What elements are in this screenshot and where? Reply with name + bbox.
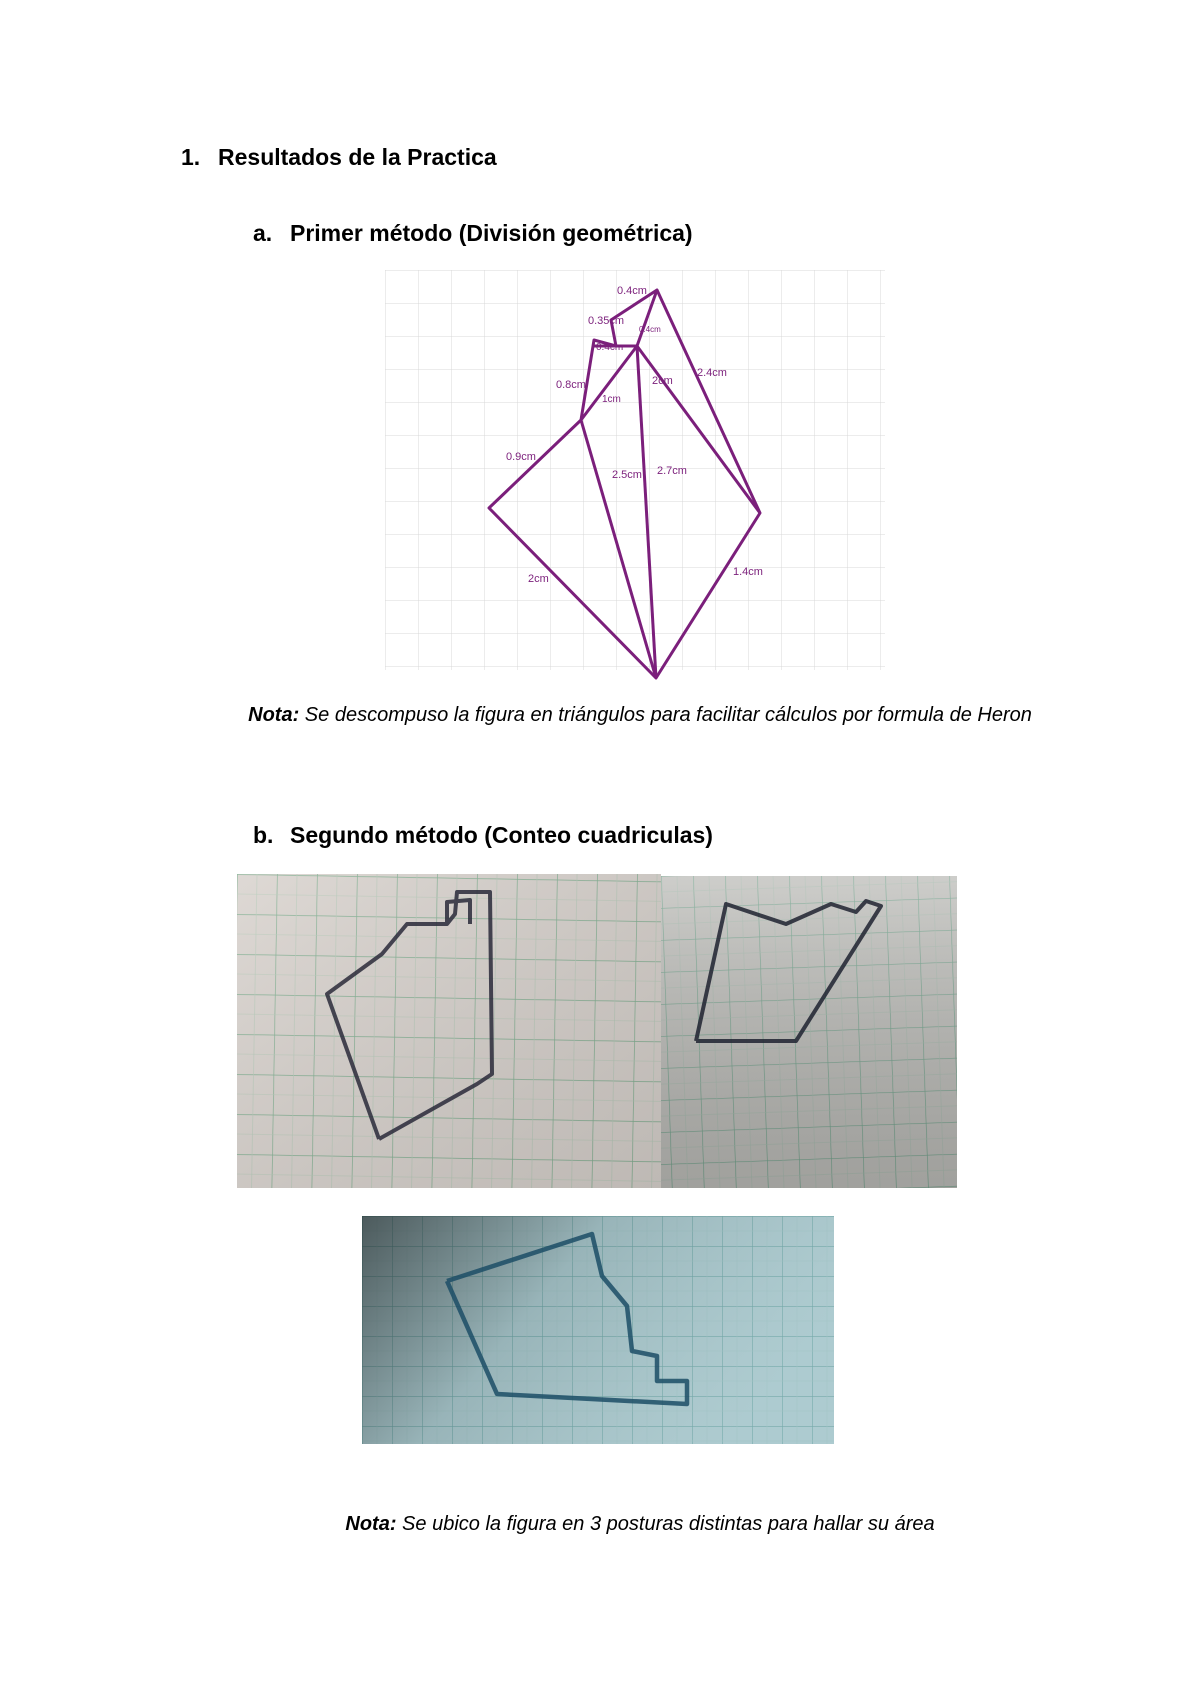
measure-label: 0.4cm	[617, 285, 647, 297]
note-text: Se ubico la figura en 3 posturas distintas para hallar su área	[396, 1513, 935, 1535]
measure-label: 1cm	[602, 394, 621, 405]
method-b-note	[200, 1512, 1080, 1537]
grid-photo-1-image	[237, 874, 661, 1188]
method-a-note	[200, 703, 1080, 728]
grid-photo-2	[661, 876, 957, 1188]
method-b-letter: b.	[253, 822, 274, 848]
geometric-division-diagram	[385, 270, 885, 680]
measure-label: 0.9cm	[506, 451, 536, 463]
method-b-title: Segundo método (Conteo cuadriculas)	[290, 822, 713, 848]
measure-label: 0.8cm	[556, 379, 586, 391]
section-title: Resultados de la Practica	[218, 144, 497, 170]
method-a-title: Primer método (División geométrica)	[290, 220, 693, 246]
note-text: Se descompuso la figura en triángulos para facilitar cálculos por formula de Heron	[299, 704, 1032, 726]
method-b-heading	[253, 822, 713, 849]
grid-photo-2-image	[661, 876, 957, 1188]
note-label: Nota:	[248, 704, 300, 726]
measure-label: 0.35cm	[588, 315, 625, 327]
measure-label: 2.7cm	[657, 465, 687, 477]
section-heading	[181, 144, 497, 171]
measure-label: 0.4cm	[596, 342, 624, 353]
note-label: Nota:	[345, 1513, 397, 1535]
grid-photo-3-image	[362, 1216, 834, 1444]
measure-label: 0.4cm	[639, 325, 661, 334]
section-number: 1.	[181, 144, 201, 170]
measure-label: 2.4cm	[697, 367, 727, 379]
method-a-letter: a.	[253, 220, 273, 246]
measure-label: 2.5cm	[612, 469, 642, 481]
measure-label: 2cm	[652, 375, 673, 387]
method-a-heading	[253, 220, 693, 247]
grid-photo-1	[237, 874, 661, 1188]
measure-label: 2cm	[528, 573, 549, 585]
measure-label: 1.4cm	[733, 566, 763, 578]
grid-photo-3	[362, 1216, 834, 1444]
